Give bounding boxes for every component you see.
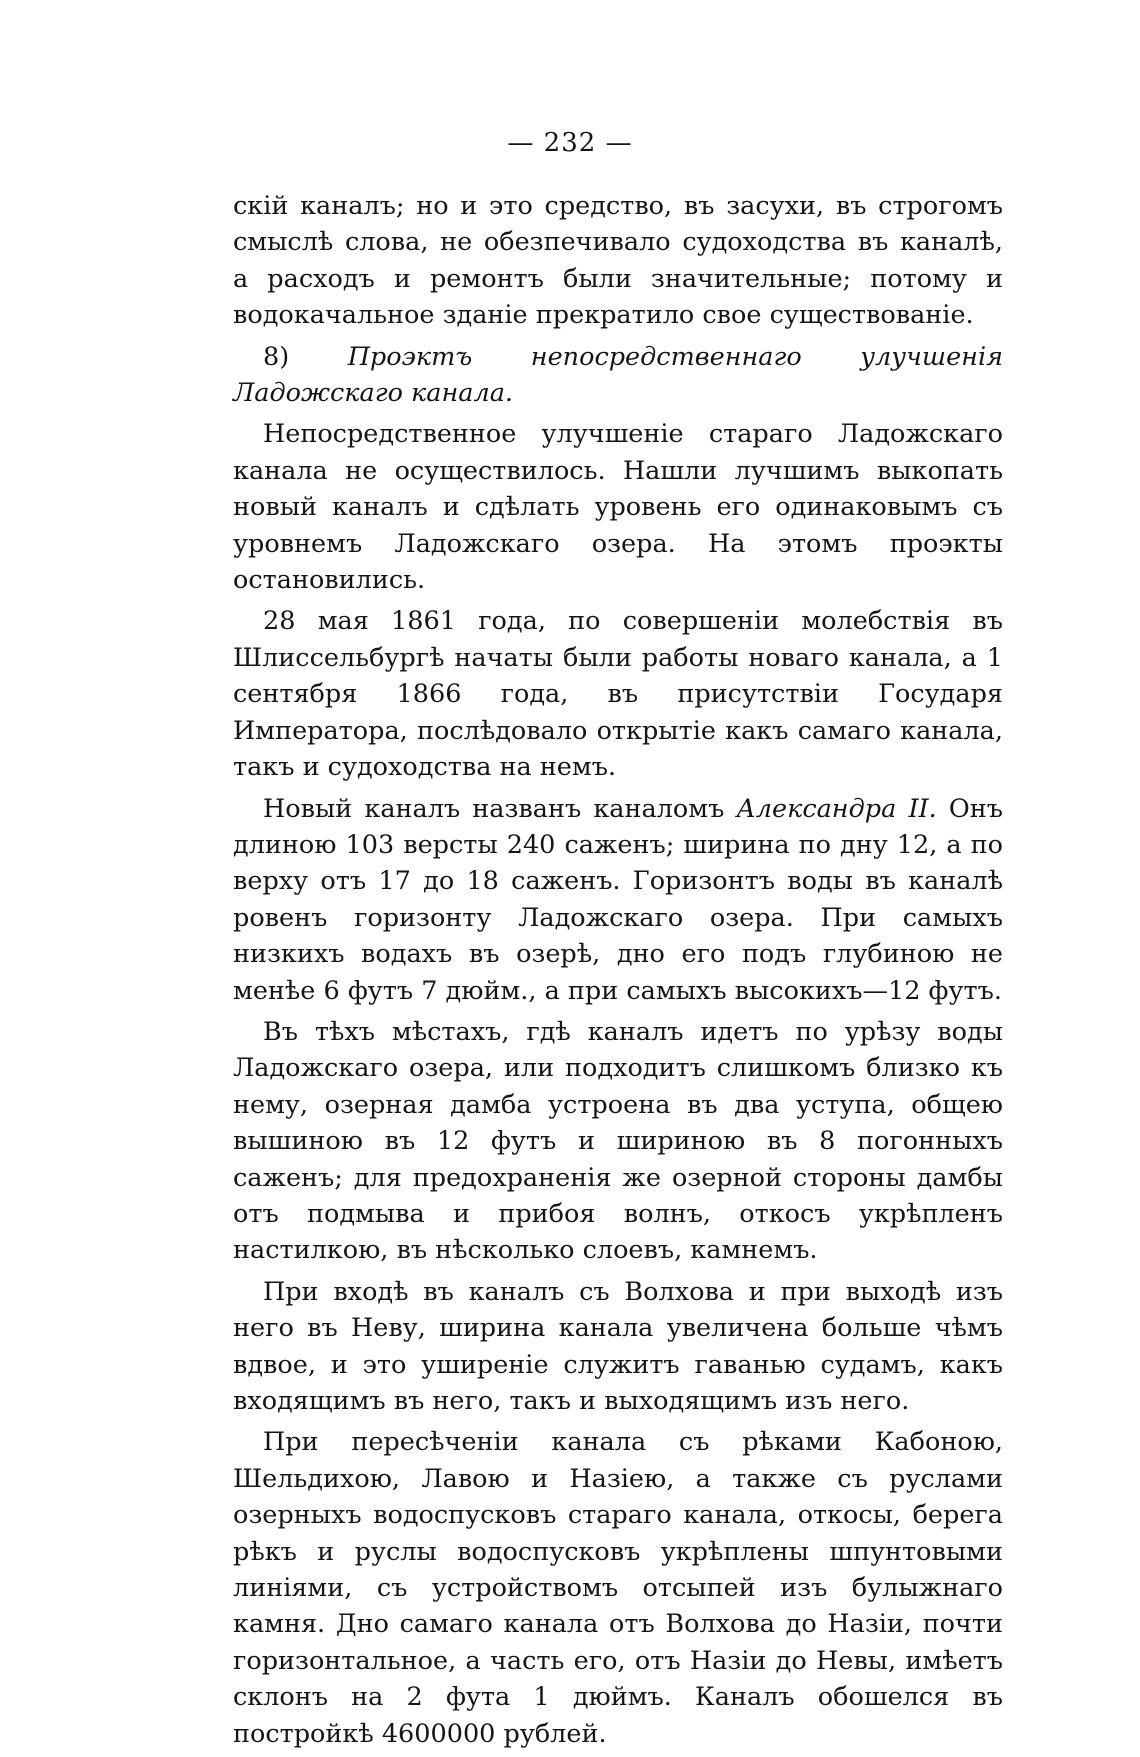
paragraph-8: При пересѣченіи канала съ рѣками Кабоною, Шельдихою, Лавою и Назіею, а также съ руслами озерныхъ водоспусковъ стараго канала, откосы, берега рѣкъ и руслы водоспусковъ укрѣплены шпунтовыми линіями, съ устройствомъ отсыпей изъ булыжнаго камня. Дно самаго канала отъ Волхова до Назіи, почти горизонтальное, а часть его, отъ Назіи до Невы, имѣетъ склонъ на 2 фута 1 дюймъ. Каналъ обошелся въ постройкѣ 4600000 рублей. — [233, 1427, 1003, 1749]
paragraph-5-start: Новый каналъ названъ каналомъ — [263, 793, 725, 824]
paragraph-3: Непосредственное улучшеніе стараго Ладожскаго канала не осуществилось. Нашли лучшимъ выкопать новый каналъ и сдѣлать уровень его одинаковымъ съ уровнемъ Ладожскаго озера. На этомъ проэкты остановились. — [233, 419, 1003, 596]
paragraph-1: скій каналъ; но и это средство, въ засухи, въ строгомъ смыслѣ слова, не обезпечивало судоходства въ каналѣ, а расходъ и ремонтъ были значительные; потому и водокачальное зданіе прекратило свое существованіе. — [233, 191, 1003, 331]
paragraph-7: При входѣ въ каналъ съ Волхова и при выходѣ изъ него въ Неву, ширина канала увеличена больше чѣмъ вдвое, и это уширеніе служитъ гаванью судамъ, какъ входящимъ въ него, такъ и выходящимъ изъ него. — [233, 1276, 1003, 1416]
canal-name: Александра II. — [736, 793, 937, 824]
section-title: Проэктъ непосредственнаго улучшенія Ладожскаго канала. — [233, 341, 1003, 409]
section-heading — [233, 339, 1003, 412]
paragraph-4: 28 мая 1861 года, по совершеніи молебствія въ Шлиссельбургѣ начаты были работы новаго канала, а 1 сентября 1866 года, въ присутствіи Государя Императора, послѣдовало открытіе какъ самаго канала, такъ и судоходства на немъ. — [233, 606, 1003, 783]
body-text — [233, 188, 1003, 1757]
section-number: 8) — [263, 341, 290, 372]
page-number: — 232 — — [507, 128, 633, 158]
paragraph-6: Въ тѣхъ мѣстахъ, гдѣ каналъ идетъ по урѣзу воды Ладожскаго озера, или подходитъ слишкомъ близко къ нему, озерная дамба устроена въ два уступа, общею вышиною въ 12 футъ и шириною въ 8 погонныхъ саженъ; для предохраненія же озерной стороны дамбы отъ подмыва и прибоя волнъ, откосъ укрѣпленъ настилкою, въ нѣсколько слоевъ, камнемъ. — [233, 1016, 1003, 1266]
paragraph-5-end: Онъ длиною 103 версты 240 саженъ; ширина по дну 12, а по верху отъ 17 до 18 саженъ. Горизонтъ воды въ каналѣ ровенъ горизонту Ладожскаго озера. При самыхъ низкихъ водахъ въ озерѣ, дно его подъ глубиною не менѣе 6 футъ 7 дюйм., а при самыхъ высокихъ—12 футъ. — [233, 793, 1003, 1006]
paragraph-5 — [233, 791, 1003, 1009]
